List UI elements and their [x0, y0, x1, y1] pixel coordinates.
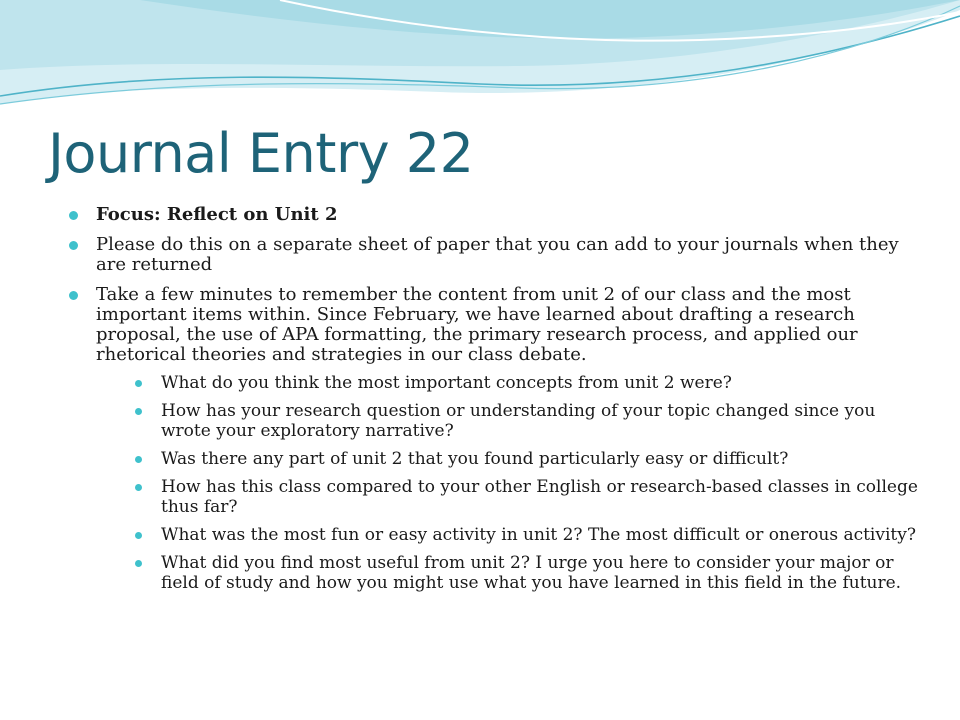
bullet-dot-icon	[69, 211, 78, 220]
bullet-dot-icon	[69, 291, 78, 300]
sub-bullet-dot-icon	[135, 408, 142, 415]
sub-bullet-text: What was the most fun or easy activity in unit 2? The most difficult or onerous activity?	[161, 525, 916, 545]
bullet-focus	[68, 205, 920, 225]
bullet-text: Please do this on a separate sheet of paper that you can add to your journals when they are returned	[96, 234, 899, 275]
sub-bullet-list	[96, 373, 920, 593]
bullet-dot-icon	[69, 241, 78, 250]
sub-bullet-dot-icon	[135, 456, 142, 463]
bullet-text: Take a few minutes to remember the content from unit 2 of our class and the most important items within. Since February, we have learned about drafting a research proposal, the use of APA formatting, the primary research process, and applied our rhetorical theories and strategies in our class debate.	[96, 284, 858, 365]
sub-bullet-text: How has this class compared to your other English or research-based classes in college thus far?	[161, 477, 918, 517]
sub-bullet-text: What did you find most useful from unit 2? I urge you here to consider your major or field of study and how you might use what you have learned in this field in the future.	[161, 553, 902, 593]
bullet-instructions	[68, 235, 920, 275]
sub-bullet-item	[132, 449, 920, 469]
sub-bullet-item	[132, 401, 920, 441]
sub-bullet-item	[132, 373, 920, 393]
slide-content	[68, 205, 920, 603]
sub-bullet-dot-icon	[135, 380, 142, 387]
bullet-list	[68, 205, 920, 593]
sub-bullet-text: What do you think the most important concepts from unit 2 were?	[161, 373, 732, 393]
sub-bullet-text: Was there any part of unit 2 that you found particularly easy or difficult?	[161, 449, 789, 469]
sub-bullet-item	[132, 553, 920, 593]
sub-bullet-dot-icon	[135, 560, 142, 567]
sub-bullet-dot-icon	[135, 532, 142, 539]
decorative-wave-header	[0, 0, 960, 120]
sub-bullet-item	[132, 477, 920, 517]
sub-bullet-text: How has your research question or understanding of your topic changed since you wrote your exploratory narrative?	[161, 401, 876, 441]
sub-bullet-dot-icon	[135, 484, 142, 491]
slide-title: Journal Entry 22	[48, 122, 474, 185]
bullet-reflection-prompt	[68, 285, 920, 593]
sub-bullet-item	[132, 525, 920, 545]
bullet-text: Focus: Reflect on Unit 2	[96, 204, 338, 225]
